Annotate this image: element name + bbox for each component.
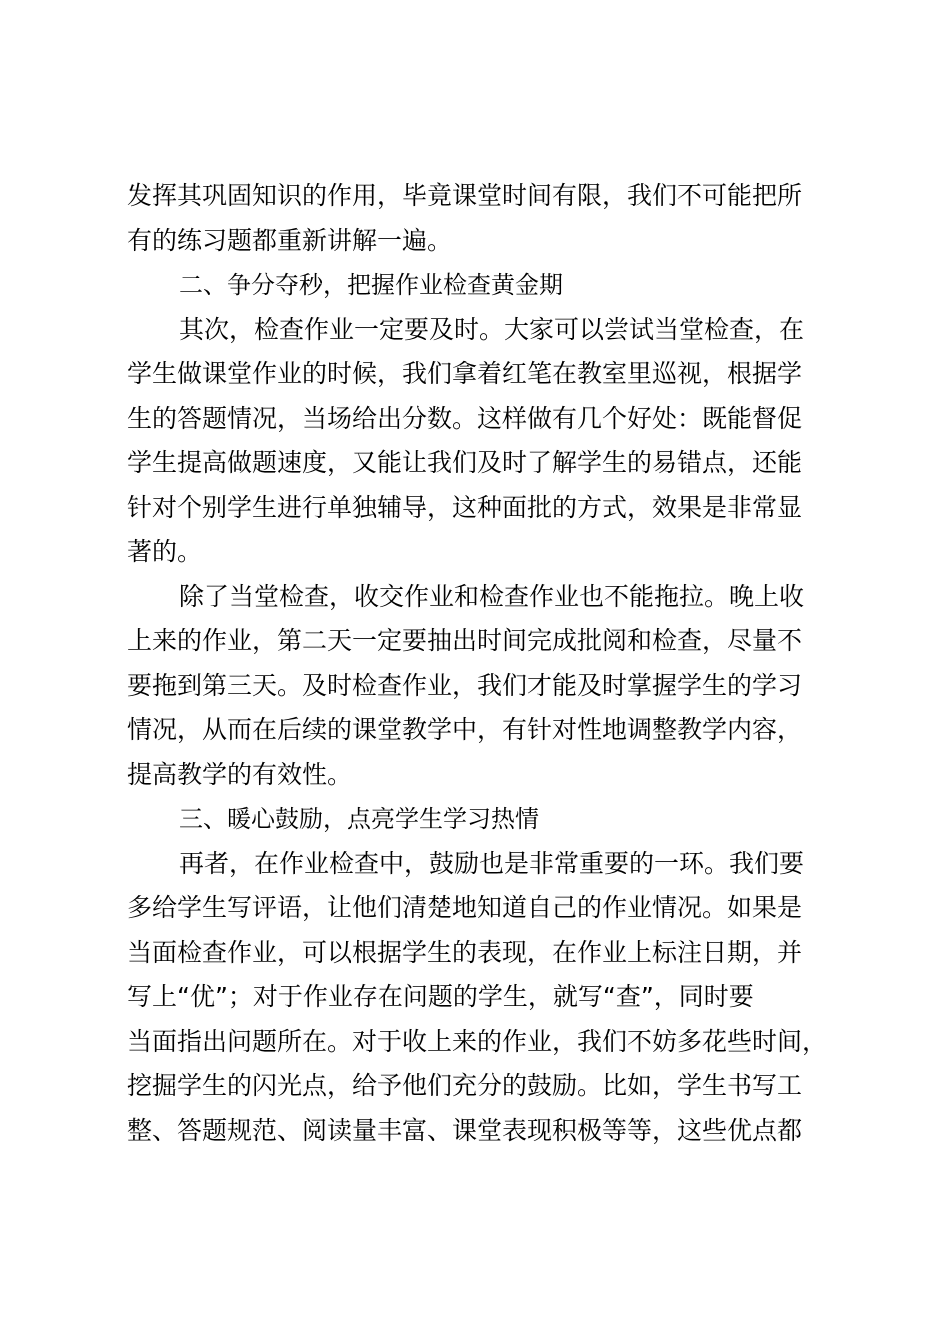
document-body — [127, 174, 838, 1153]
text-line: 除了当堂检查，收交作业和检查作业也不能拖拉。晚上收 — [179, 581, 805, 611]
text-line: 提高教学的有效性。 — [127, 759, 353, 789]
section-heading-2 — [127, 263, 838, 308]
text-line: 学生提高做题速度，又能让我们及时了解学生的易错点，还能 — [127, 448, 803, 477]
text-line: 挖掘学生的闪光点，给予他们充分的鼓励。比如，学生书写工 — [127, 1071, 803, 1100]
text-line: 多给学生写评语，让他们清楚地知道自己的作业情况。如果是 — [127, 893, 803, 922]
paragraph — [127, 842, 838, 1154]
text-line: 发挥其巩固知识的作用，毕竟课堂时间有限，我们不可能把所 — [127, 181, 803, 210]
text-line: 上来的作业，第二天一定要抽出时间完成批阅和检查，尽量不 — [127, 626, 803, 655]
text-line: 著的。 — [127, 537, 203, 566]
section-heading-3 — [127, 797, 838, 842]
text-line: 要拖到第三天。及时检查作业，我们才能及时掌握学生的学习 — [127, 670, 803, 700]
text-line: 当面检查作业，可以根据学生的表现，在作业上标注日期，并 — [127, 937, 803, 967]
text-line: 写上“优”；对于作业存在问题的学生，就写“查”，同时要 — [127, 982, 754, 1011]
heading-text: 三、暖心鼓励，点亮学生学习热情 — [179, 805, 539, 833]
text-line: 情况，从而在后续的课堂教学中，有针对性地调整教学内容， — [127, 715, 803, 744]
paragraph — [127, 308, 838, 575]
paragraph — [127, 575, 838, 798]
paragraph-continuation — [127, 174, 838, 263]
text-line: 学生做课堂作业的时候，我们拿着红笔在教室里巡视，根据学 — [127, 359, 803, 388]
text-line: 再者，在作业检查中，鼓励也是非常重要的一环。我们要 — [179, 848, 805, 878]
text-line: 其次，检查作业一定要及时。大家可以尝试当堂检查，在 — [179, 314, 805, 344]
text-line: 针对个别学生进行单独辅导，这种面批的方式，效果是非常显 — [127, 492, 803, 522]
text-line: 有的练习题都重新讲解一遍。 — [127, 225, 453, 255]
text-line: 生的答题情况，当场给出分数。这样做有几个好处：既能督促 — [127, 403, 803, 433]
heading-text: 二、争分夺秒，把握作业检查黄金期 — [179, 271, 563, 299]
text-line: 当面指出问题所在。对于收上来的作业，我们不妨多花些时间， — [127, 1026, 828, 1056]
text-line: 整、答题规范、阅读量丰富、课堂表现积极等等，这些优点都 — [127, 1115, 803, 1145]
